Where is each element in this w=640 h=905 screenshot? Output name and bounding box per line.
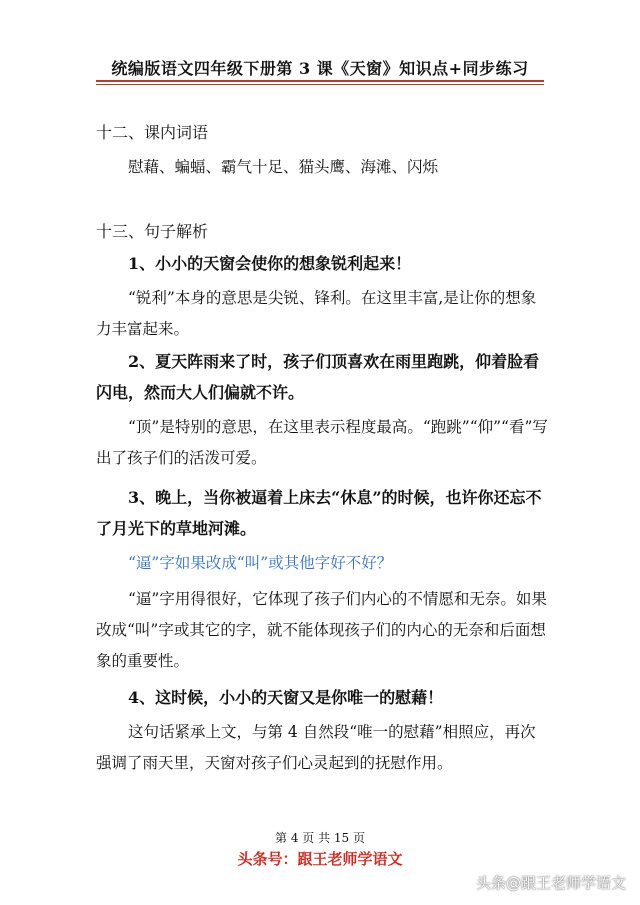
sentence-4: 4、这时候，小小的天窗又是你唯一的慰藉！ [128, 688, 444, 707]
explanation-3: “逼”字用得很好，它体现了孩子们内心的不情愿和无奈。如果改成“叫”字或其它的字，就不能体现孩子们的内心的无奈和后面想象的重要性。 [96, 590, 547, 670]
section-13-heading: 十三、句子解析 [96, 222, 209, 241]
watermark-text: 头条@跟王老师学语文 [475, 874, 626, 892]
page-number: 第 4 页 共 15 页 [275, 831, 365, 845]
explanation-4: 这句话紧承上文，与第 4 自然段“唯一的慰藉”相照应，再次强调了雨天里，天窗对孩子们心灵起到的抚慰作用。 [96, 723, 536, 772]
explanation-2: “顶”是特别的意思，在这里表示程度最高。“跑跳”“仰”“看”写出了孩子们的活泼可爱。 [96, 418, 548, 467]
sentence-3: 3、晚上，当你被逼着上床去“休息”的时候，也许你还忘不了月光下的草地河滩。 [96, 488, 542, 538]
source-account: 头条号：跟王老师学语文 [237, 850, 403, 868]
sentence-1: 1、小小的天窗会使你的想象锐利起来！ [128, 254, 412, 273]
question-3: “逼”字如果改成“叫”或其他字好不好？ [128, 554, 393, 572]
sentence-2: 2、夏天阵雨来了时，孩子们顶喜欢在雨里跑跳，仰着脸看闪电，然而大人们偏就不许。 [96, 352, 540, 402]
section-12-word-list: 慰藉、蝙蝠、霸气十足、猫头鹰、海滩、闪烁 [128, 158, 439, 176]
section-12-heading: 十二、课内词语 [96, 123, 209, 142]
header-divider [96, 80, 544, 85]
document-header-title: 统编版语文四年级下册第 3 课《天窗》知识点+同步练习 [111, 59, 529, 78]
explanation-1: “锐利”本身的意思是尖锐、锋利。在这里丰富,是让你的想象力丰富起来。 [96, 289, 537, 338]
